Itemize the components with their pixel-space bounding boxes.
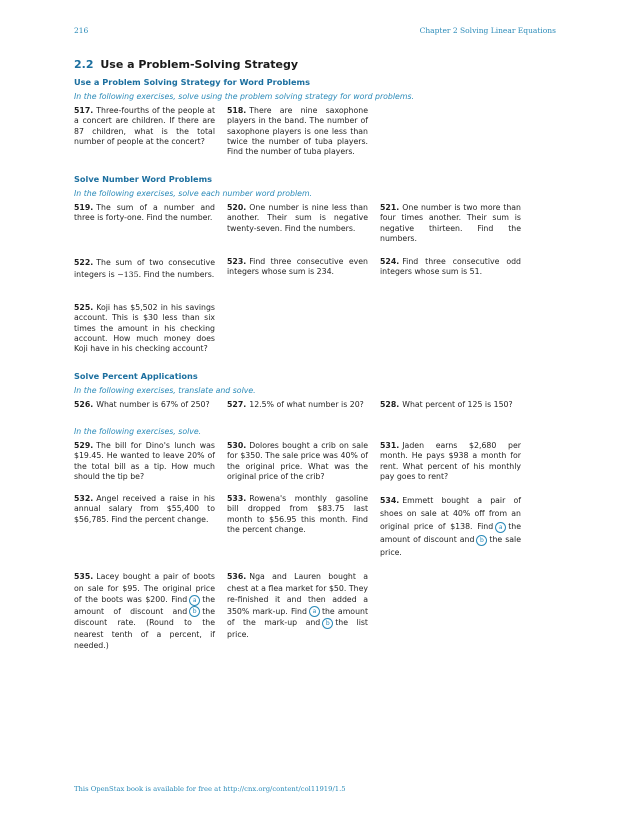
exercise-text: Rowena's monthly gasoline bill dropped from $83.75 last month to $56.95 this month. Find the percent change. [227,494,368,534]
exercise-text: the amount of discount and [74,595,215,616]
instruction-translate-solve: In the following exercises, translate and solve. [74,386,256,395]
exercise-number: 523. [227,257,247,266]
exercise-534 [380,494,521,559]
exercise-number: 520. [227,203,247,212]
exercise-text: Jaden earns $2,680 per month. He pays $938 a month for rent. What percent of his monthly pay goes to rent? [380,441,521,481]
exercise-text: Find three consecutive even integers whose sum is 234. [227,257,368,277]
section-title-text: Use a Problem-Solving Strategy [100,58,299,71]
exercise-text: Koji has $5,502 in his savings account. This is $30 less than six times the amount in his checking account. How much money does Koji have in his checking account? [74,303,215,354]
exercise-524 [380,257,521,278]
exercise-number: 522. [74,258,94,267]
part-b-marker: b [189,606,200,617]
chapter-header: Chapter 2 Solving Linear Equations [419,26,556,35]
exercise-531 [380,441,521,482]
exercise-number: 525. [74,303,94,312]
subheading-percent-applications: Solve Percent Applications [74,371,198,381]
math-value: −135. [117,269,142,279]
exercise-533 [227,494,368,535]
exercise-text: One number is nine less than another. Their sum is negative twenty-seven. Find the numbers. [227,203,368,233]
exercise-number: 524. [380,257,400,266]
exercise-text: The bill for Dino's lunch was $19.45. He wanted to leave 20% of the total bill as a tip. How much should the tip be? [74,441,215,481]
exercise-530 [227,441,368,482]
exercise-517 [74,106,215,147]
exercise-number: 533. [227,494,247,503]
exercise-text: Three-fourths of the people at a concert are children. If there are 87 children, what is the total number of people at the concert? [74,106,215,146]
exercise-text: Find three consecutive odd integers whose sum is 51. [380,257,521,277]
exercise-text: The sum of a number and three is forty-one. Find the number. [74,203,215,223]
exercise-text: Lacey bought a pair of boots on sale for $95. The original price of the boots was $200. Find [74,572,215,604]
exercise-521 [380,203,521,244]
exercise-number: 535. [74,572,94,581]
instruction-number-word-problems: In the following exercises, solve each number word problem. [74,189,313,198]
exercise-number: 521. [380,203,400,212]
exercise-text: the list price. [227,618,368,639]
exercise-text: One number is two more than four times another. Their sum is negative thirteen. Find the numbers. [380,203,521,243]
exercise-523 [227,257,368,278]
exercise-535 [74,571,215,652]
instruction-solve: In the following exercises, solve. [74,427,202,436]
exercise-number: 536. [227,572,247,581]
subheading-number-word-problems: Solve Number Word Problems [74,174,212,184]
exercise-text: the amount of the mark-up and [227,606,369,627]
part-b-marker: b [322,618,333,629]
exercise-text: Emmett bought a pair of shoes on sale at 40% off from an original price of $138. Find [380,496,521,531]
exercise-529 [74,441,215,482]
exercise-text: Nga and Lauren bought a chest at a flea market for $50. They re-finished it and then added a 350% mark-up. Find [227,572,368,616]
exercise-number: 529. [74,441,94,450]
exercise-520 [227,203,368,234]
exercise-text: The sum of two consecutive integers is [74,258,215,279]
exercise-number: 526. [74,400,94,409]
footer-note: This OpenStax book is available for free at http://cnx.org/content/col11919/1.5 [74,785,346,793]
exercise-text: There are nine saxophone players in the band. The number of saxophone players is one less than twice the number of tuba players. Find the number of tuba players. [227,106,368,157]
exercise-text: the sale price. [380,535,521,557]
exercise-text: Angel received a raise in his annual salary from $55,400 to $56,785. Find the percent change. [74,494,215,524]
exercise-number: 531. [380,441,400,450]
exercise-number: 534. [380,496,400,505]
exercise-525 [74,303,215,354]
exercise-number: 519. [74,203,94,212]
part-a-marker: a [309,606,320,617]
subheading-problem-solving: Use a Problem Solving Strategy for Word Problems [74,77,310,87]
exercise-number: 527. [227,400,247,409]
exercise-text: What percent of 125 is 150? [402,400,513,409]
exercise-text: the discount rate. (Round to the nearest tenth of a percent, if needed.) [74,606,215,650]
exercise-532 [74,494,215,525]
exercise-number: 528. [380,400,400,409]
exercise-number: 530. [227,441,247,450]
part-a-marker: a [495,522,506,533]
exercise-text: 12.5% of what number is 20? [249,400,364,409]
exercise-526 [74,400,215,410]
page-number: 216 [74,26,89,35]
exercise-text: the amount of discount and [380,522,521,544]
exercise-528 [380,400,521,410]
exercise-519 [74,203,215,224]
exercise-number: 517. [74,106,94,115]
part-a-marker: a [189,595,200,606]
section-number: 2.2 [74,58,94,71]
exercise-number: 532. [74,494,94,503]
exercise-text: What number is 67% of 250? [96,400,210,409]
exercise-text: Dolores bought a crib on sale for $350. The sale price was 40% of the original price. What was the original price of the crib? [227,441,368,481]
exercise-518 [227,106,368,157]
exercise-527 [227,400,368,410]
exercise-text: Find the numbers. [143,269,215,279]
section-title [74,58,298,71]
instruction-problem-solving: In the following exercises, solve using the problem solving strategy for word problems. [74,92,414,101]
exercise-number: 518. [227,106,247,115]
exercise-536 [227,571,368,640]
part-b-marker: b [476,535,487,546]
exercise-522 [74,257,215,280]
